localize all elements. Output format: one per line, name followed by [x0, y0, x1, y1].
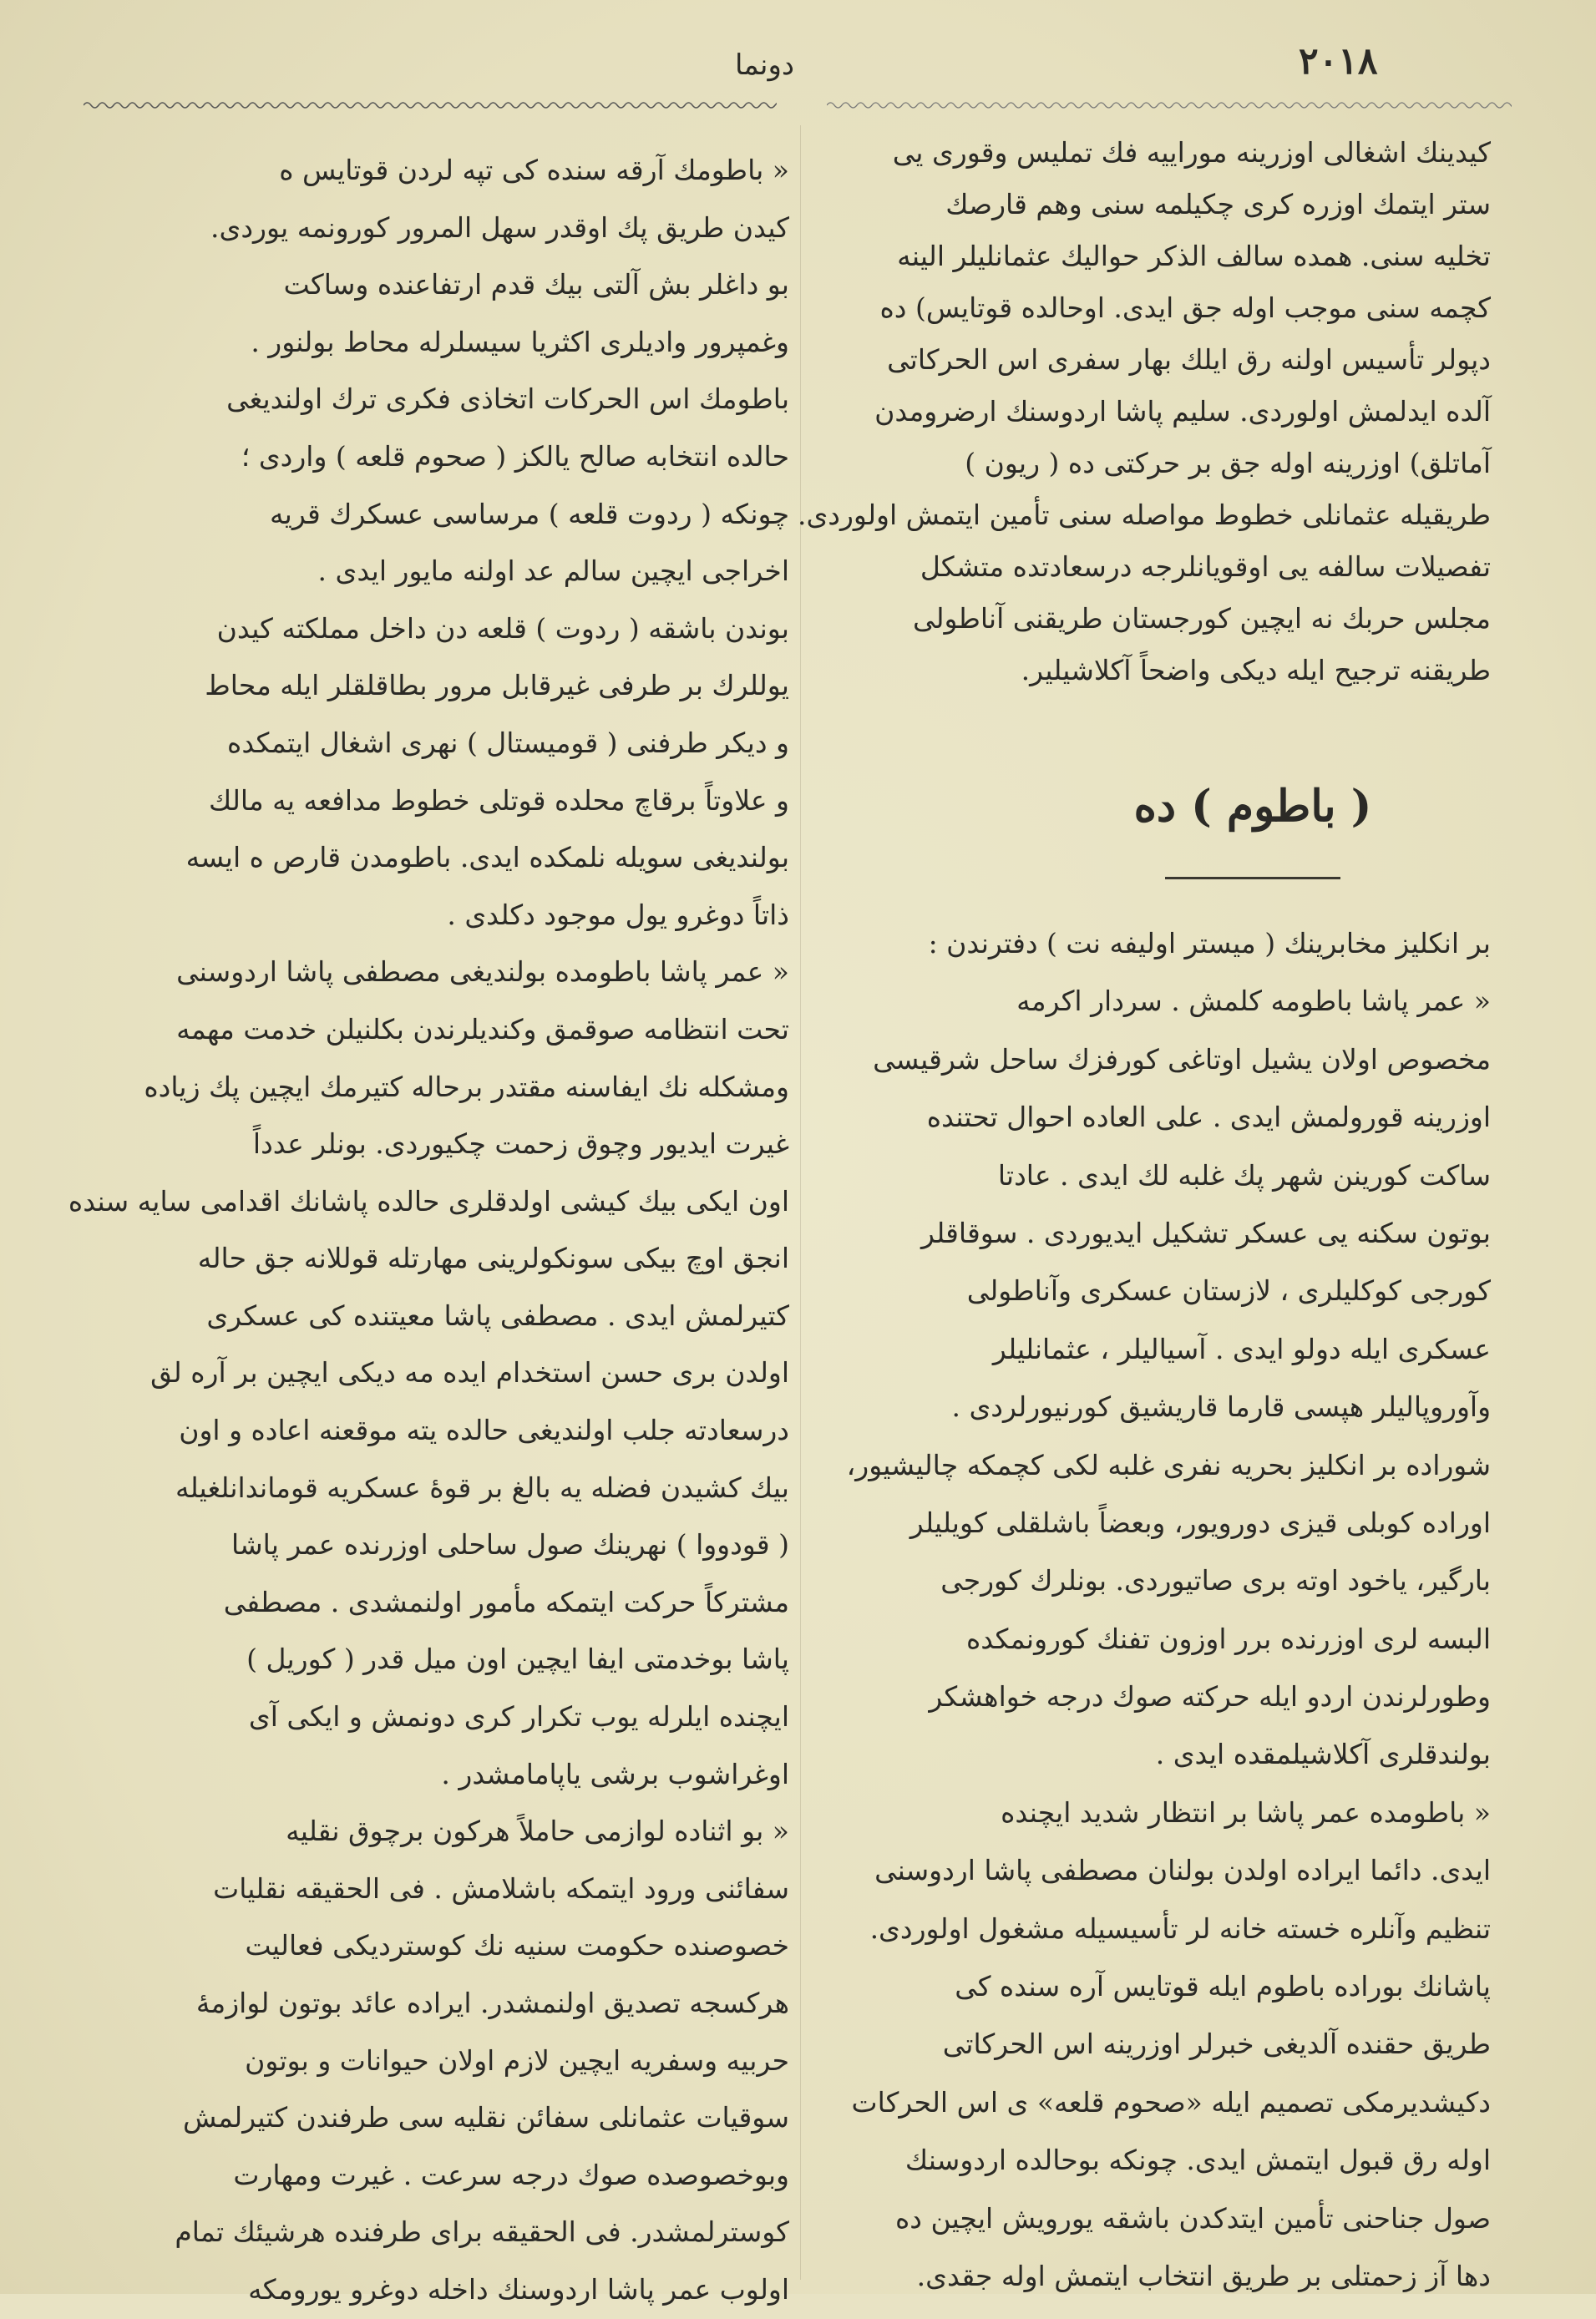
text-line: ساكت كورينن شهر پك غلبه لك ايدى . عادتا — [997, 1158, 1491, 1192]
text-line: انجق اوچ بيكى سونكولرينى مهارتله قوللانه جق حاله — [197, 1242, 789, 1275]
text-line: صول جناحنى تأمين ايتدكدن باشقه يورويش ايچين ده — [895, 2201, 1491, 2235]
text-line: پاشانك بوراده باطوم ايله قوتايس آره سنده كى — [955, 1970, 1491, 2003]
text-line: وآوروپاليلر هپسى قارما قاريشيق كورنيورلردى . — [951, 1390, 1491, 1424]
text-line: پاشا بوخدمتى ايفا ايچين اون ميل قدر ( كوريل ) — [246, 1643, 789, 1676]
text-line: حالده انتخابه صالح يالكز ( صحوم قلعه ) واردى ؛ — [241, 439, 789, 473]
text-line: باطومك اس الحركات اتخاذى فكرى ترك اولنديغى — [226, 382, 789, 416]
right-column-top-text — [797, 127, 1491, 696]
left-column-text — [68, 142, 789, 2319]
text-line: كورجى كوكليلرى ، لازستان عسكرى وآناطولى — [966, 1274, 1491, 1308]
text-line: تفصيلات سالفه يى اوقويانلرجه درسعادتده متشكل — [920, 550, 1491, 583]
text-line: آماتلق) اوزرينه اوله جق بر حركتى ده ( ريون ) — [965, 447, 1491, 479]
text-line: ذاتاً دوغرو يول موجود دكلدى . — [447, 898, 789, 931]
text-line: و علاوتاً برقاچ محلده قوتلى خطوط مدافعه يه مالك — [209, 783, 789, 817]
text-line: ايچنده ايلرله يوب تكرار كرى دونمش و ايكى آى — [248, 1700, 789, 1734]
text-line: وغمپرور واديلرى اكثريا سيسلرله محاط بولنور . — [251, 325, 789, 358]
text-line: وطورلرندن اردو ايله حركته صوك درجه خواهشكر — [929, 1680, 1491, 1714]
text-line: ( قودووا ) نهرينك صول ساحلى اوزرنده عمر پاشا — [231, 1528, 789, 1562]
text-line: « بو اثناده لوازمى حاملاً هركون برچوق نقليه — [286, 1815, 789, 1848]
text-line: ومشكله نك ايفاسنه مقتدر برحاله كتيرمك ايچين پك زياده — [144, 1070, 789, 1103]
text-line: ايدى. دائما ايراده اولدن بولنان مصطفى پاشا اردوسنى — [874, 1854, 1491, 1887]
text-line: كيدن طريق پك اوقدر سهل المرور كورونمه يوردى. — [210, 210, 789, 244]
text-line: سوقيات عثمانلى سفائن نقليه سى طرفندن كتيرلمش — [183, 2101, 789, 2134]
text-line: غيرت ايديور وچوق زحمت چكيوردى. بونلر عدداً — [252, 1127, 789, 1161]
text-line: كچمه سنى موجب اوله جق ايدى. اوحالده قوتايس) ده — [879, 291, 1491, 324]
running-title: دونما — [735, 48, 795, 82]
text-line: و ديكر طرفنى ( قوميستال ) نهرى اشغال ايتمكده — [227, 726, 789, 759]
text-line: بارگير، ياخود اوته برى صاتيوردى. بونلرك كورجى — [940, 1564, 1491, 1597]
heading-underline — [1165, 877, 1340, 879]
text-line: آلده ايدلمش اولوردى. سليم پاشا اردوسنك ارضرومدن — [874, 395, 1491, 428]
text-line: اخراجى ايچين سالم عد اولنه مايور ايدى . — [317, 554, 789, 588]
section-heading: ( باطوم ) ده — [1133, 781, 1372, 832]
text-line: طريقنه ترجيح ايله ديكى واضحاً آكلاشيلير. — [1021, 654, 1491, 686]
text-line: تخليه سنى. همده سالف الذكر حواليك عثمانليلر الينه — [897, 240, 1491, 272]
text-line: اون ايكى بيك كيشى اولدقلرى حالده پاشانك اقدامى سايه سنده — [68, 1184, 789, 1218]
header-wavy-rule-left — [84, 99, 777, 112]
text-line: « عمر پاشا باطومه كلمش . سردار اكرمه — [1016, 985, 1491, 1018]
text-line: تحت انتظامه صوقمق وكنديلرندن بكلنيلن خدمت مهمه — [176, 1012, 789, 1046]
text-line: البسه لرى اوزرنده برر اوزون تفنك كورونمكده — [965, 1622, 1491, 1655]
column-divider — [800, 125, 801, 2280]
text-line: وبوخصوصده صوك درجه سرعت . غيرت ومهارت — [233, 2158, 789, 2191]
right-column-bottom-text — [823, 914, 1491, 2305]
text-line: بيك كشيدن فضله يه بالغ بر قوهٔ عسكريه قوماندانلغيله — [175, 1471, 789, 1504]
text-line: دكيشديرمكى تصميم ايله «صحوم قلعه» ى اس الحركات — [851, 2085, 1491, 2119]
text-line: حربيه وسفريه ايچين لازم اولان حيوانات و بوتون — [245, 2043, 789, 2077]
text-line: ستر ايتمك اوزره كرى چكيلمه سنى وهم قارصك — [945, 188, 1491, 220]
text-line: يوللرك بر طرفى غيرقابل مرور بطاقلقلر ايله محاط — [205, 669, 789, 702]
text-line: اولوب عمر پاشا اردوسنك داخله دوغرو يورومكه — [248, 2272, 789, 2306]
text-line: مخصوص اولان يشيل اوتاغى كورفزك ساحل شرقيسى — [873, 1042, 1491, 1076]
text-line: خصوصنده حكومت سنيه نك كوسترديكى فعاليت — [245, 1929, 789, 1962]
text-line: درسعادته جلب اولنديغى حالده يته موقعنه اعاده و اون — [179, 1414, 789, 1447]
text-line: « باطومده عمر پاشا بر انتظار شديد ايچنده — [1001, 1795, 1491, 1829]
text-line: مجلس حربك نه ايچين كورجستان طريقنى آناطولى — [912, 602, 1491, 635]
page-number: ۲۰۱۸ — [1299, 40, 1378, 83]
text-line: اولدن برى حسن استخدام ايده مه ديكى ايچين بر آره لق — [150, 1356, 789, 1390]
header-wavy-rule-right — [827, 99, 1512, 112]
text-line: دپولر تأسيس اولنه رق ايلك بهار سفرى اس الحركاتى — [887, 343, 1491, 376]
text-line: بو داغلر بش آلتى بيك قدم ارتفاعنده وساكت — [283, 268, 789, 301]
text-line: كوسترلمشدر. فى الحقيقه براى طرفنده هرشيئك تمام — [175, 2215, 789, 2249]
text-line: بوندن باشقه ( ردوت ) قلعه دن داخل مملكته كيدن — [216, 611, 789, 645]
text-line: دها آز زحمتلى بر طريق انتخاب ايتمش اوله جقدى. — [916, 2259, 1491, 2292]
text-line: « باطومك آرقه سنده كى تپه لردن قوتايس ه — [279, 154, 789, 186]
text-line: طريقيله عثمانلى خطوط مواصله سنى تأمين ايتمش اولوردى. — [797, 499, 1491, 531]
text-line: شوراده بر انكليز بحريه نفرى غلبه لكى كچمكه چاليشيور، — [846, 1448, 1491, 1481]
text-line: « عمر پاشا باطومده بولنديغى مصطفى پاشا اردوسنى — [176, 955, 789, 989]
text-line: سفائنى ورود ايتمكه باشلامش . فى الحقيقه نقليات — [213, 1871, 789, 1905]
text-line: اوغراشوب برشى ياپامامشدر . — [441, 1757, 789, 1790]
text-line: اوزرينه قورولمش ايدى . على العاده احوال تحتنده — [926, 1101, 1491, 1134]
text-line: كيدينك اشغالى اوزرينه موراييه فك تمليس وقورى يى — [892, 136, 1491, 169]
text-line: بوتون سكنه يى عسكر تشكيل ايديوردى . سوقاقلر — [921, 1216, 1491, 1249]
text-line: كتيرلمش ايدى . مصطفى پاشا معيتنده كى عسكرى — [206, 1299, 789, 1332]
text-line: چونكه ( ردوت قلعه ) مرساسى عسكرك قريه — [269, 497, 789, 530]
text-line: بولنديغى سويله نلمكده ايدى. باطومدن قارص ه ايسه — [185, 841, 789, 874]
text-line: بر انكليز مخابرينك ( ميستر اوليفه نت ) دفترندن : — [928, 927, 1491, 959]
text-line: بولندقلرى آكلاشيلمقده ايدى . — [1155, 1738, 1491, 1771]
text-line: مشتركاً حركت ايتمكه مأمور اولنمشدى . مصطفى — [223, 1585, 789, 1618]
text-line: طريق حقنده آلديغى خبرلر اوزرينه اس الحركاتى — [942, 2028, 1491, 2061]
text-line: اوله رق قبول ايتمش ايدى. چونكه بوحالده اردوسنك — [904, 2144, 1491, 2177]
text-line: عسكرى ايله دولو ايدى . آسياليلر ، عثمانليلر — [992, 1332, 1491, 1365]
text-line: تنظيم وآنلره خسته خانه لر تأسيسيله مشغول اولوردى. — [869, 1911, 1491, 1945]
text-line: هركسجه تصديق اولنمشدر. ايراده عائد بوتون لوازمهٔ — [195, 1987, 789, 2019]
text-line: اوراده كوبلى قيزى دورويور، وبعضاً باشلقلى كويليلر — [909, 1506, 1491, 1539]
